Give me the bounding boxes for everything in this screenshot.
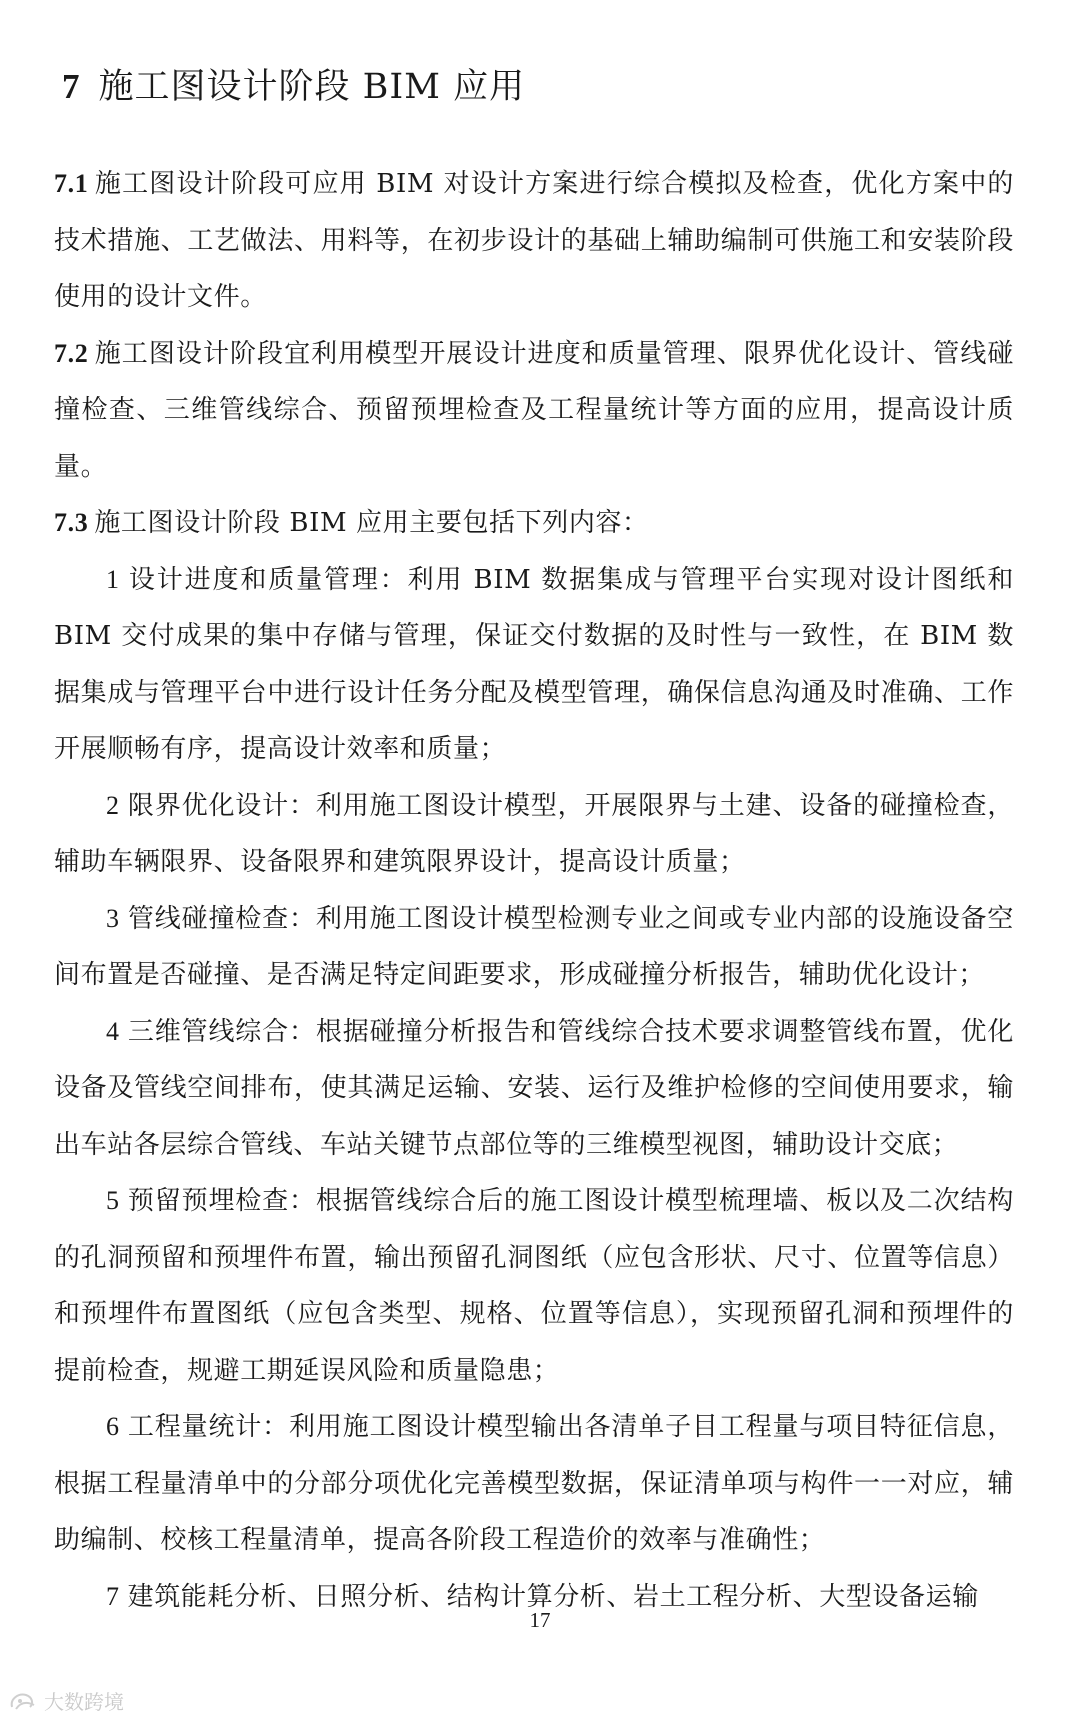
watermark <box>8 1686 124 1715</box>
item-text: 管线碰撞检查：利用施工图设计模型检测专业之间或专业内部的设施设备空间布置是否碰撞、是否满足特定间距要求，形成碰撞分析报告，辅助优化设计； <box>54 903 1014 990</box>
clause-number: 7.2 <box>54 338 89 368</box>
watermark-text: 大数跨境 <box>44 1690 124 1714</box>
section-title: 施工图设计阶段 BIM 应用 <box>98 67 526 107</box>
clause-7-2 <box>54 326 1014 496</box>
watermark-logo-icon <box>8 1689 38 1713</box>
list-item-1 <box>54 552 1014 778</box>
item-number: 3 <box>106 903 120 933</box>
item-text: 三维管线综合：根据碰撞分析报告和管线综合技术要求调整管线布置，优化设备及管线空间排布，使其满足运输、安装、运行及维护检修的空间使用要求，输出车站各层综合管线、车站关键节点部位等的三维模型视图，辅助设计交底； <box>54 1016 1014 1160</box>
item-text: 设计进度和质量管理：利用 BIM 数据集成与管理平台实现对设计图纸和 BIM 交付成果的集中存储与管理，保证交付数据的及时性与一致性，在 BIM 数据集成与管理平台中进行设计任务分配及模型管理，确保信息沟通及时准确、工作开展顺畅有序，提高设计效率和质量； <box>54 564 1014 764</box>
item-number: 2 <box>106 790 120 820</box>
clause-number: 7.3 <box>54 508 89 537</box>
clause-text: 施工图设计阶段可应用 BIM 对设计方案进行综合模拟及检查，优化方案中的技术措施、工艺做法、用料等，在初步设计的基础上辅助编制可供施工和安装阶段使用的设计文件。 <box>54 169 1014 312</box>
list-item-5 <box>54 1173 1014 1399</box>
clause-text: 施工图设计阶段宜利用模型开展设计进度和质量管理、限界优化设计、管线碰撞检查、三维管线综合、预留预埋检查及工程量统计等方面的应用，提高设计质量。 <box>54 338 1014 482</box>
page-number: 17 <box>529 1608 551 1632</box>
clause-7-3 <box>54 495 1014 552</box>
item-text: 建筑能耗分析、日照分析、结构计算分析、岩土工程分析、大型设备运输 <box>127 1581 979 1612</box>
clause-text: 施工图设计阶段 BIM 应用主要包括下列内容： <box>94 508 649 538</box>
section-heading <box>62 62 525 112</box>
section-number: 7 <box>62 67 81 106</box>
clause-number: 7.1 <box>54 169 89 198</box>
item-number: 4 <box>106 1016 120 1046</box>
document-body <box>54 156 1014 1625</box>
list-item-3 <box>54 891 1014 1004</box>
item-number: 6 <box>106 1412 120 1441</box>
item-number: 1 <box>106 564 120 594</box>
list-item-2 <box>54 778 1014 891</box>
item-text: 工程量统计：利用施工图设计模型输出各清单子目工程量与项目特征信息，根据工程量清单中的分部分项优化完善模型数据，保证清单项与构件一一对应，辅助编制、校核工程量清单，提高各阶段工程造价的效率与准确性； <box>54 1412 1014 1555</box>
item-number: 7 <box>106 1581 120 1611</box>
item-text: 限界优化设计：利用施工图设计模型，开展限界与土建、设备的碰撞检查，辅助车辆限界、设备限界和建筑限界设计，提高设计质量； <box>54 790 1014 877</box>
item-text: 预留预埋检查：根据管线综合后的施工图设计模型梳理墙、板以及二次结构的孔洞预留和预埋件布置，输出预留孔洞图纸（应包含形状、尺寸、位置等信息）和预埋件布置图纸（应包含类型、规格、位置等信息），实现预留孔洞和预埋件的提前检查，规避工期延误风险和质量隐患； <box>54 1186 1014 1386</box>
list-item-4 <box>54 1004 1014 1174</box>
clause-7-1 <box>54 156 1014 326</box>
item-number: 5 <box>106 1186 120 1215</box>
list-item-6 <box>54 1399 1014 1569</box>
